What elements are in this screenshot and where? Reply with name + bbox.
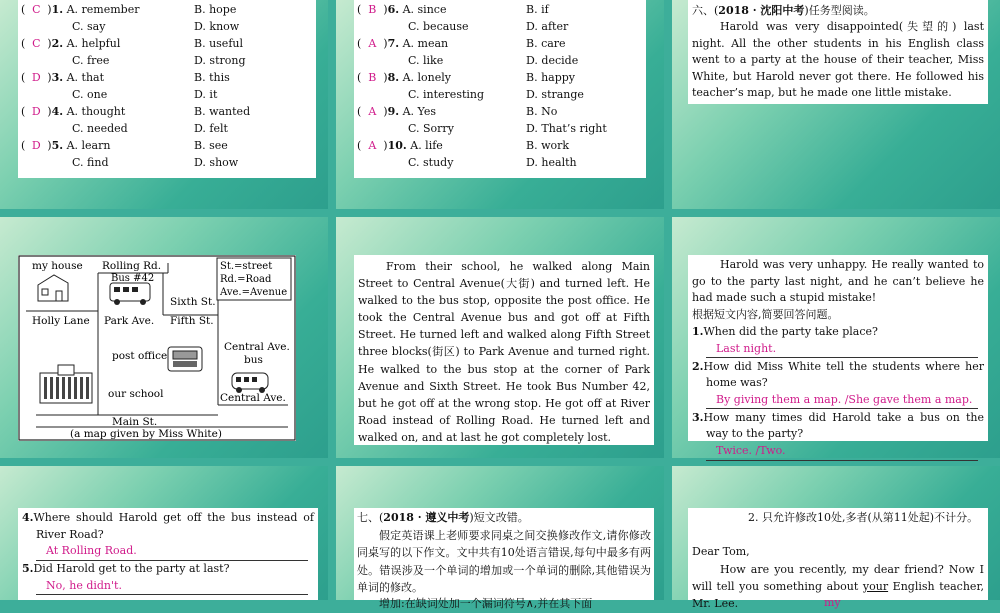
option-a: A. Yes — [402, 105, 436, 118]
question-row: ( C )1. A. remember — [21, 2, 139, 19]
option-d: D. decide — [526, 54, 579, 67]
map-label-bus42: Bus #42 — [111, 273, 155, 284]
slide-tile-3 — [672, 0, 1000, 209]
option-c: C. Sorry — [408, 122, 454, 135]
map-label-bus: bus — [244, 354, 263, 366]
section-heading: 七、(2018 · 遵义中考)短文改错。 — [357, 511, 529, 524]
answer-letter: A — [368, 139, 377, 152]
option-b: B. work — [526, 139, 570, 152]
question-row: ( A )10. A. life — [357, 138, 443, 155]
question-row: ( D )5. A. learn — [21, 138, 110, 155]
map-label-main-st: Main St. — [112, 416, 158, 428]
option-d: D. know — [194, 20, 240, 33]
map-label-sixth-st: Sixth St. — [170, 296, 216, 308]
route-paragraph: From their school, he walked along Main Street to Central Avenue(大街) and turned left. He walked to the bus stop, opposite the post office. He took the Central Avenue bus and got off at Fifth Street. He turned left and walked along Fifth Street three blocks(街区) to Park Avenue and turned right. He walked to the bus stop at the corner of Park Avenue and Sixth Street. He took Bus Number 42, but he got off at the wrong stop. He got off at River Road instead of Rolling Road. He turned left and walked on, and at last he got completely lost. — [358, 260, 650, 444]
error-correction-card — [354, 508, 654, 610]
rule-text: 2. 只允许修改10处,多者(从第11处起)不计分。 — [748, 511, 979, 524]
question-row: ( D )4. A. thought — [21, 104, 125, 121]
ending-paragraph: Harold was very unhappy. He really wanted to go to the party last night, and he can’t believe he had made such a stupid mistake! — [692, 258, 984, 305]
option-d: D. after — [526, 20, 569, 33]
option-d: D. strange — [526, 88, 584, 101]
slide-tile-1 — [0, 0, 328, 209]
option-d: D. felt — [194, 122, 228, 135]
answer-line: Twice. /Two. — [706, 443, 978, 461]
map-legend-st: St.=street — [220, 261, 273, 272]
option-d: D. it — [194, 88, 218, 101]
map-card — [18, 255, 296, 441]
instructions-cut-line: 增加:在缺词处加一个漏词符号∧,并在其下面 — [379, 597, 593, 610]
question-card-1-5 — [18, 0, 316, 178]
slide-tile-6 — [672, 217, 1000, 458]
option-c: C. because — [408, 20, 469, 33]
slide-tile-2 — [336, 0, 664, 209]
option-a: A. life — [410, 139, 443, 152]
option-a: A. remember — [66, 3, 140, 16]
option-b: B. this — [194, 71, 230, 84]
question-row: ( D )3. A. that — [21, 70, 104, 87]
answer-letter: D — [31, 139, 41, 152]
letter-greeting: Dear Tom, — [692, 545, 750, 558]
slide-tile-4 — [0, 217, 328, 458]
question-number: 8 — [387, 71, 396, 84]
question-number: 3 — [51, 71, 60, 84]
option-c: C. free — [72, 54, 110, 67]
question-number: 5 — [51, 139, 60, 152]
map-figure — [18, 255, 296, 441]
option-b: B. see — [194, 139, 228, 152]
option-a: A. helpful — [66, 37, 121, 50]
map-label-our-school: our school — [108, 388, 164, 400]
question-text: 5.Did Harold get to the party at last? — [22, 562, 230, 576]
map-caption: (a map given by Miss White) — [70, 428, 222, 440]
answer-line: At Rolling Road. — [36, 543, 308, 561]
question-number: 7 — [387, 37, 396, 50]
slide-tile-9 — [672, 466, 1000, 610]
letter-body: How are you recently, my dear friend? Now I will tell you something about your English teacher, Mr. Lee. — [692, 563, 984, 610]
question-card-6-10 — [354, 0, 646, 178]
answer-letter: A — [368, 37, 377, 50]
question-number: 9 — [387, 105, 396, 118]
section-heading: 六、(2018 · 沈阳中考)任务型阅读。 — [692, 4, 875, 17]
option-b: B. care — [526, 37, 566, 50]
questions-card-1-3 — [688, 255, 988, 457]
map-label-central-ave: Central Ave. — [220, 392, 286, 404]
answer-line: By giving them a map. /She gave them a map. — [706, 392, 978, 410]
instruction-text: 根据短文内容,简要回答问题。 — [692, 308, 839, 321]
instructions-paragraph: 假定英语课上老师要求同桌之间交换修改作文,请你修改同桌写的以下作文。文中共有10处语言错误,每句中最多有两处。错误涉及一个单词的增加或一个单词的删除,其他错误为单词的修改。 — [357, 529, 651, 594]
map-legend-rd: Rd.=Road — [220, 274, 272, 285]
question-row: ( A )7. A. mean — [357, 36, 448, 53]
answer-letter: C — [32, 3, 41, 16]
map-label-central-ave-bus: Central Ave. — [224, 341, 290, 353]
question-number: 4 — [51, 105, 60, 118]
answer-letter: C — [32, 37, 41, 50]
intro-paragraph: Harold was very disappointed(失望的) last night. All the other students in his English class went to a party at the house of their teacher, Miss White, but Harold never got there. He followed his teacher’s map, but he made one little mistake. — [692, 20, 984, 100]
map-label-post-office: post office — [112, 350, 168, 362]
option-d: D. show — [194, 156, 239, 169]
questions-card-4-5 — [18, 508, 318, 600]
option-c: C. needed — [72, 122, 128, 135]
option-c: C. find — [72, 156, 109, 169]
option-b: B. if — [526, 3, 549, 16]
slide-tile-8 — [336, 466, 664, 610]
question-number: 6 — [387, 3, 396, 16]
map-label-park-ave: Park Ave. — [104, 315, 155, 327]
slide-tile-7 — [0, 466, 328, 600]
option-c: C. one — [72, 88, 108, 101]
question-number: 1 — [51, 3, 60, 16]
question-row: ( B )8. A. lonely — [357, 70, 451, 87]
question-row: ( A )9. A. Yes — [357, 104, 436, 121]
question-number: 10 — [387, 139, 403, 152]
option-b: B. happy — [526, 71, 576, 84]
option-a: A. learn — [66, 139, 111, 152]
option-a: A. since — [402, 3, 447, 16]
post-office-icon — [168, 347, 202, 371]
map-label-rolling-rd: Rolling Rd. — [102, 260, 162, 272]
error-word: your — [862, 580, 889, 593]
map-legend-ave: Ave.=Avenue — [220, 287, 288, 298]
option-d: D. health — [526, 156, 577, 169]
question-number: 2 — [51, 37, 60, 50]
answer-letter: B — [368, 3, 377, 16]
question-row: ( B )6. A. since — [357, 2, 446, 19]
option-a: A. lonely — [402, 71, 451, 84]
option-a: A. mean — [402, 37, 449, 50]
map-label-holly-lane: Holly Lane — [32, 315, 90, 327]
reading-intro-card — [688, 0, 988, 104]
option-b: B. hope — [194, 3, 237, 16]
option-a: A. that — [66, 71, 105, 84]
option-c: C. like — [408, 54, 444, 67]
question-text: 3.How many times did Harold take a bus on the way to the party? — [692, 410, 984, 441]
question-text: 1.When did the party take place? — [692, 325, 878, 338]
question-text: 2.How did Miss White tell the students where her home was? — [692, 359, 984, 390]
question-text: 4.Where should Harold get off the bus instead of River Road? — [22, 511, 314, 541]
option-b: B. wanted — [194, 105, 251, 118]
answer-line: No, he didn't. — [36, 578, 308, 596]
option-c: C. interesting — [408, 88, 485, 101]
map-label-my-house: my house — [32, 260, 83, 272]
option-c: C. say — [72, 20, 106, 33]
route-text-card — [354, 255, 654, 445]
question-row: ( C )2. A. helpful — [21, 36, 120, 53]
option-b: B. useful — [194, 37, 243, 50]
answer-letter: D — [31, 105, 41, 118]
option-b: B. No — [526, 105, 558, 118]
letter-card — [688, 508, 988, 610]
slide-tile-5 — [336, 217, 664, 458]
correction-mark: my — [824, 596, 841, 609]
option-d: D. strong — [194, 54, 246, 67]
map-label-fifth-st: Fifth St. — [170, 315, 214, 327]
option-c: C. study — [408, 156, 454, 169]
answer-letter: B — [368, 71, 377, 84]
answer-letter: D — [31, 71, 41, 84]
answer-letter: A — [368, 105, 377, 118]
option-d: D. That’s right — [526, 122, 607, 135]
answer-line: Last night. — [706, 341, 978, 359]
option-a: A. thought — [66, 105, 126, 118]
